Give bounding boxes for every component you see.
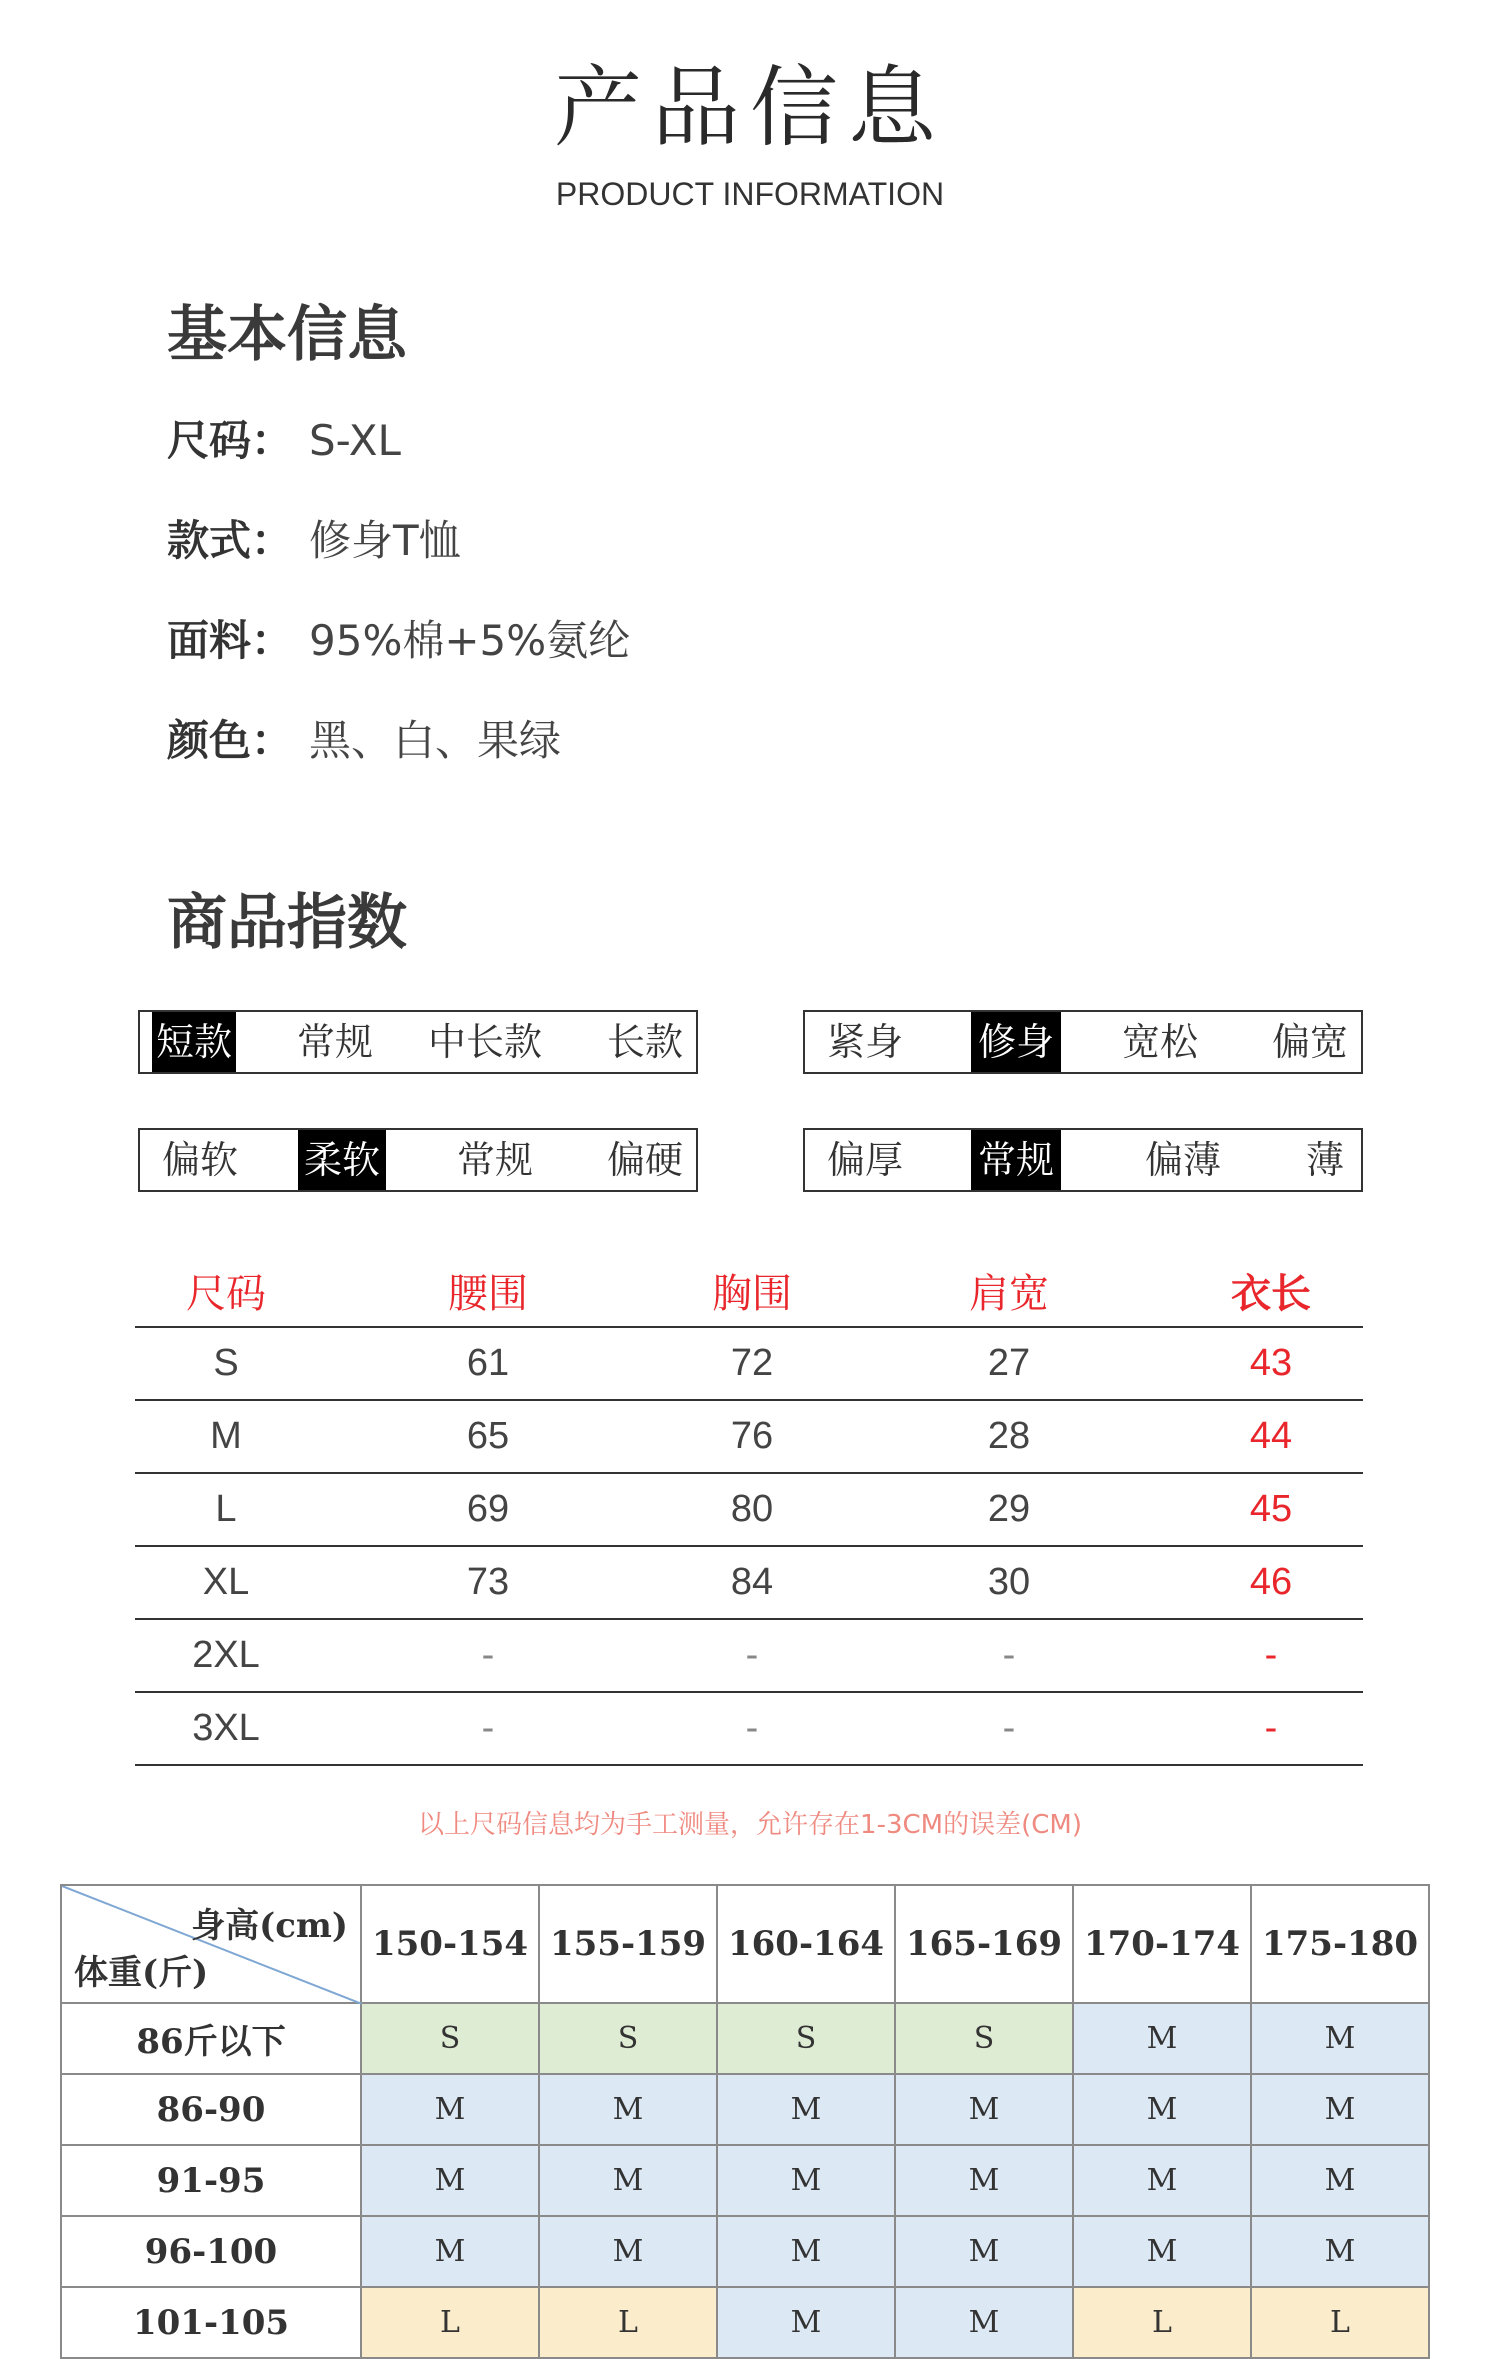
recommended-size-cell: M (539, 2074, 717, 2145)
size-table-cell: 65 (466, 1415, 510, 1457)
page-subtitle: PRODUCT INFORMATION (555, 176, 945, 212)
recommended-size-cell: S (539, 2003, 717, 2074)
recommended-size-cell: M (717, 2216, 895, 2287)
size-guide-row (61, 2074, 1429, 2145)
weight-range-cell: 86斤以下 (61, 2003, 361, 2074)
recommended-size-cell: M (717, 2074, 895, 2145)
size-table-cell: 45 (1249, 1488, 1293, 1530)
size-table-cell: 73 (466, 1561, 510, 1603)
size-table-cell: 76 (730, 1415, 774, 1457)
size-table-cell: - (1002, 1707, 1016, 1749)
recommended-size-cell: S (361, 2003, 539, 2074)
info-row-fabric (167, 616, 631, 665)
scale-option: 常规 (971, 1130, 1061, 1190)
size-table-cell: 80 (730, 1488, 774, 1530)
size-table-row (135, 1620, 1363, 1693)
size-table-row (135, 1693, 1363, 1766)
thickness-scale (803, 1128, 1363, 1192)
recommended-size-cell: M (539, 2145, 717, 2216)
size-table-cell: - (1264, 1634, 1278, 1676)
size-table-row (135, 1328, 1363, 1401)
info-label: 尺码： (167, 416, 294, 465)
size-table-cell: 28 (987, 1415, 1031, 1457)
size-table-cell: - (1002, 1634, 1016, 1676)
size-table-cell: - (745, 1634, 759, 1676)
size-table-cell: L (215, 1488, 237, 1530)
size-guide-header-row (61, 1885, 1429, 2003)
recommended-size-cell: S (895, 2003, 1073, 2074)
scale-option: 柔软 (298, 1130, 386, 1190)
size-guide-row (61, 2216, 1429, 2287)
recommended-size-cell: M (717, 2145, 895, 2216)
recommended-size-cell: L (361, 2287, 539, 2358)
page-title: 产品信息 (553, 56, 946, 159)
length-scale (138, 1010, 698, 1074)
size-header-cell: 胸围 (712, 1271, 792, 1317)
scale-option: 偏软 (161, 1138, 238, 1182)
size-table-cell: 84 (730, 1561, 774, 1603)
scale-option: 短款 (152, 1012, 236, 1072)
recommended-size-cell: M (895, 2216, 1073, 2287)
recommended-size-cell: M (895, 2287, 1073, 2358)
basic-info-title: 基本信息 (167, 300, 407, 370)
recommended-size-cell: M (1073, 2003, 1251, 2074)
recommended-size-cell: M (1073, 2216, 1251, 2287)
size-guide-row (61, 2145, 1429, 2216)
recommended-size-cell: M (895, 2145, 1073, 2216)
recommended-size-cell: M (361, 2216, 539, 2287)
scale-option: 长款 (606, 1020, 683, 1064)
size-table-cell: - (481, 1634, 495, 1676)
size-table-row (135, 1401, 1363, 1474)
info-row-size (167, 416, 401, 465)
height-range-cell: 170-174 (1073, 1885, 1251, 2003)
info-value: 修身T恤 (309, 516, 461, 565)
size-guide-corner (61, 1885, 361, 2003)
size-table-cell: 43 (1249, 1342, 1293, 1384)
size-table-header (135, 1240, 1363, 1328)
size-table-cell: - (1264, 1707, 1278, 1749)
recommended-size-cell: M (717, 2287, 895, 2358)
scale-option: 偏薄 (1144, 1138, 1221, 1182)
weight-label: 体重(斤) (74, 1953, 209, 1993)
info-value: S-XL (309, 416, 401, 465)
height-label: 身高(cm) (191, 1906, 348, 1946)
size-table-cell: M (210, 1415, 242, 1457)
recommended-size-cell: M (1251, 2074, 1429, 2145)
size-table-cell: XL (202, 1561, 250, 1603)
size-table-cell: 2XL (192, 1634, 260, 1676)
weight-range-cell: 101-105 (61, 2287, 361, 2358)
size-table-row (135, 1474, 1363, 1547)
size-table-row (135, 1547, 1363, 1620)
info-label: 颜色： (167, 716, 294, 765)
height-range-cell: 160-164 (717, 1885, 895, 2003)
recommended-size-cell: M (539, 2216, 717, 2287)
scale-option: 薄 (1305, 1138, 1344, 1182)
size-header-cell: 衣长 (1231, 1271, 1311, 1317)
recommended-size-cell: L (1073, 2287, 1251, 2358)
fit-scale (803, 1010, 1363, 1074)
recommended-size-cell: M (1073, 2145, 1251, 2216)
scale-option: 中长款 (427, 1020, 542, 1064)
size-guide-row (61, 2287, 1429, 2358)
size-table-cell: 72 (730, 1342, 774, 1384)
size-header-cell: 尺码 (186, 1271, 266, 1317)
size-table-cell: 29 (987, 1488, 1031, 1530)
recommended-size-cell: S (717, 2003, 895, 2074)
info-value: 95%棉+5%氨纶 (309, 616, 631, 665)
scale-option: 偏硬 (606, 1138, 683, 1182)
scale-option: 宽松 (1121, 1020, 1198, 1064)
size-table-cell: 3XL (192, 1707, 260, 1749)
recommended-size-cell: L (539, 2287, 717, 2358)
size-table-cell: 46 (1249, 1561, 1293, 1603)
height-range-cell: 165-169 (895, 1885, 1073, 2003)
recommended-size-cell: M (1251, 2003, 1429, 2074)
height-range-cell: 155-159 (539, 1885, 717, 2003)
size-table-cell: 44 (1249, 1415, 1293, 1457)
product-index-title: 商品指数 (167, 888, 407, 958)
info-label: 款式： (167, 516, 294, 565)
recommended-size-cell: M (1073, 2074, 1251, 2145)
scale-option: 偏厚 (826, 1138, 903, 1182)
size-table (135, 1240, 1363, 1766)
size-table-cell: 61 (466, 1342, 510, 1384)
size-header-cell: 腰围 (448, 1271, 528, 1317)
recommended-size-cell: M (361, 2074, 539, 2145)
info-value: 黑、白、果绿 (309, 716, 562, 765)
scale-option: 紧身 (826, 1020, 903, 1064)
scale-option: 偏宽 (1271, 1020, 1348, 1064)
size-table-cell: S (213, 1342, 239, 1384)
height-range-cell: 150-154 (361, 1885, 539, 2003)
recommended-size-cell: M (895, 2074, 1073, 2145)
scale-option: 常规 (296, 1020, 373, 1064)
measurement-note: 以上尺码信息均为手工测量，允许存在1-3CM的误差(CM) (418, 1810, 1082, 1840)
size-table-cell: - (481, 1707, 495, 1749)
scale-option: 常规 (456, 1138, 533, 1182)
recommended-size-cell: M (1251, 2216, 1429, 2287)
scale-option: 修身 (971, 1012, 1061, 1072)
size-table-cell: 30 (987, 1561, 1031, 1603)
size-table-cell: 69 (466, 1488, 510, 1530)
recommended-size-cell: L (1251, 2287, 1429, 2358)
weight-range-cell: 86-90 (61, 2074, 361, 2145)
recommended-size-cell: M (1251, 2145, 1429, 2216)
height-range-cell: 175-180 (1251, 1885, 1429, 2003)
recommended-size-cell: M (361, 2145, 539, 2216)
size-guide-grid (60, 1884, 1430, 2359)
weight-range-cell: 96-100 (61, 2216, 361, 2287)
size-guide-row (61, 2003, 1429, 2074)
info-row-color (167, 716, 562, 765)
softness-scale (138, 1128, 698, 1192)
info-row-style (167, 516, 461, 565)
info-label: 面料： (167, 616, 294, 665)
weight-range-cell: 91-95 (61, 2145, 361, 2216)
size-table-cell: - (745, 1707, 759, 1749)
size-header-cell: 肩宽 (969, 1271, 1049, 1317)
size-table-cell: 27 (987, 1342, 1031, 1384)
